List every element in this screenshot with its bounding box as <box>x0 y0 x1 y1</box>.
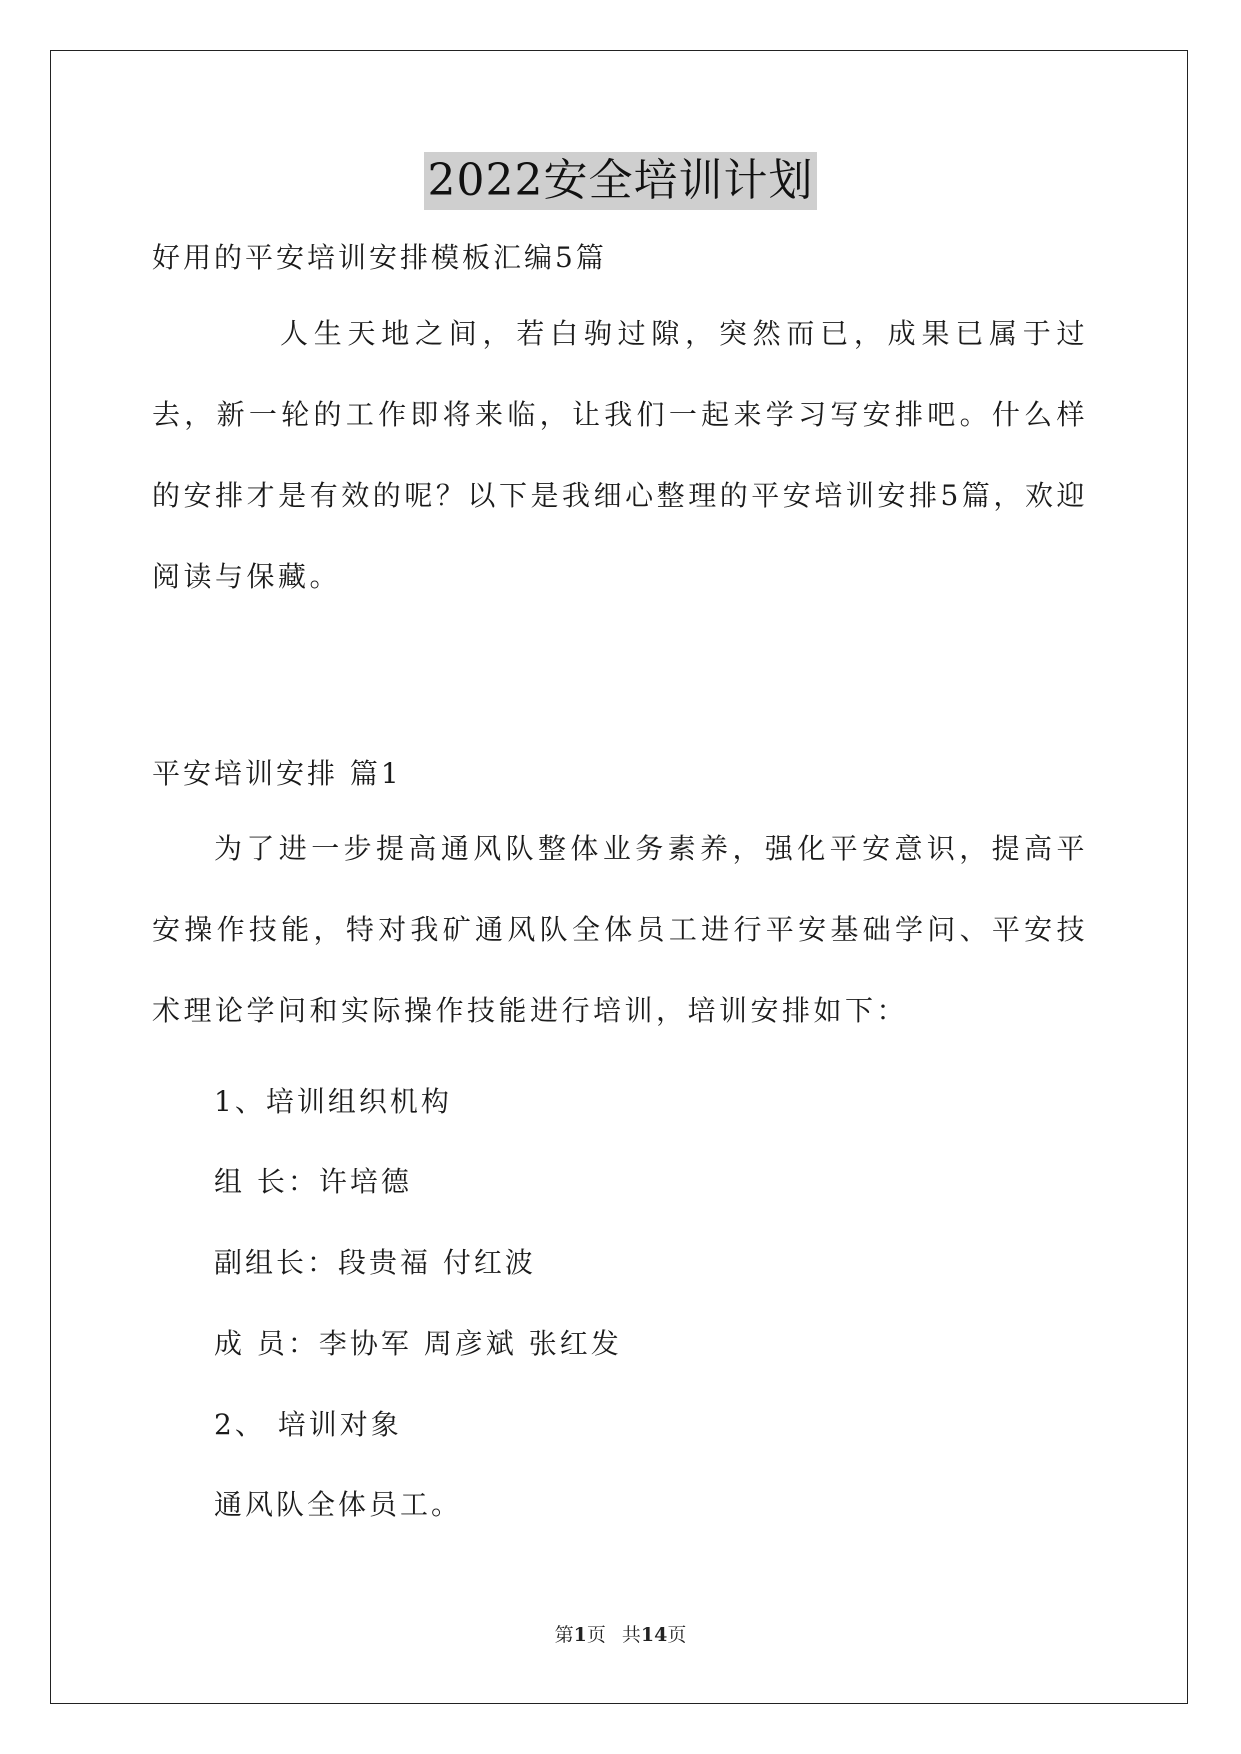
footer-total-suffix: 页 <box>667 1624 687 1646</box>
section-paragraph: 为了进一步提高通风队整体业务素养，强化平安意识，提高平安操作技能，特对我矿通风队全体员工进行平安基础学问、平安技术理论学问和实际操作技能进行培训，培训安排如下： <box>152 832 1088 1027</box>
footer-total-pages: 14 <box>640 1624 668 1646</box>
title-container <box>0 152 1241 210</box>
footer-total-prefix: 共 <box>621 1624 641 1646</box>
list-item: 成 员：李协军 周彦斌 张红发 <box>214 1327 622 1360</box>
document-subtitle: 好用的平安培训安排模板汇编5篇 <box>152 241 607 274</box>
list-item: 通风队全体员工。 <box>214 1488 463 1521</box>
list-item: 2、 培训对象 <box>214 1408 402 1441</box>
document-title: 2022安全培训计划 <box>424 152 818 210</box>
list-item: 组 长：许培德 <box>214 1165 412 1198</box>
list-item: 1、培训组织机构 <box>214 1085 452 1118</box>
footer-page-prefix: 第 <box>554 1624 574 1646</box>
intro-paragraph: 人生天地之间，若白驹过隙，突然而已，成果已属于过去，新一轮的工作即将来临，让我们一起来学习写安排吧。什么样的安排才是有效的呢？以下是我细心整理的平安培训安排5篇，欢迎阅读与保藏。 <box>152 317 1088 593</box>
section-heading: 平安培训安排 篇1 <box>152 757 402 790</box>
footer-page-number: 1 <box>573 1624 587 1646</box>
footer-page-suffix: 页 <box>586 1624 606 1646</box>
page-footer <box>0 1622 1241 1648</box>
list-item: 副组长：段贵福 付红波 <box>214 1246 536 1279</box>
